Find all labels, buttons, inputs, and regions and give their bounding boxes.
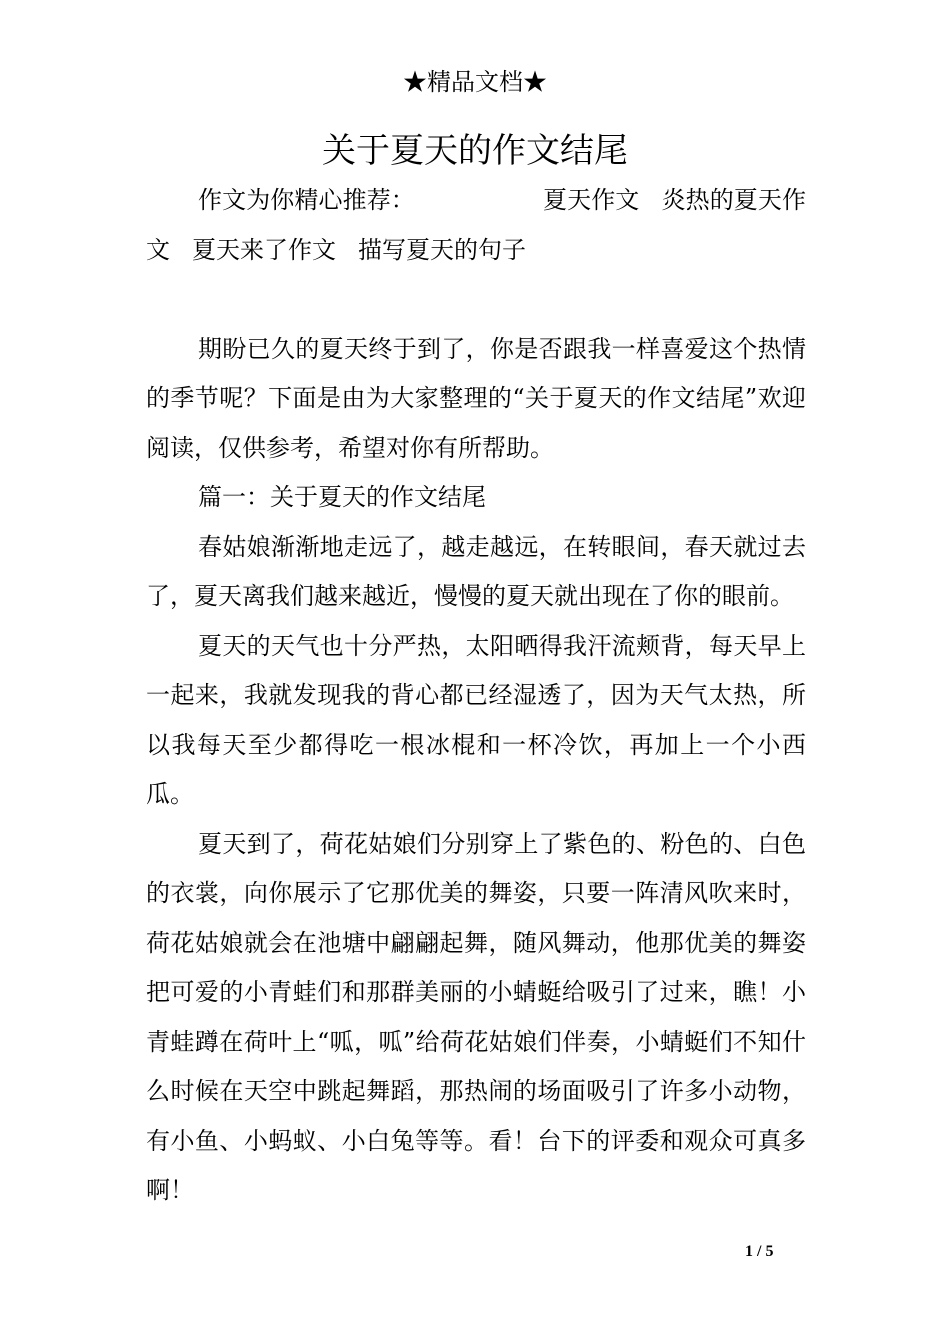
recommend-link-2[interactable]: 炎热的夏天作文 <box>146 186 807 264</box>
paragraph: 夏天的天气也十分严热，太阳晒得我汗流颊背，每天早上一起来，我就发现我的背心都已经湿透了，因为天气太热，所以我每天至少都得吃一根冰棍和一杯冷饮，再加上一个小西瓜。 <box>146 631 806 808</box>
recommend-link-4[interactable]: 描写夏天的句子 <box>358 235 526 264</box>
recommend-link-3[interactable]: 夏天来了作文 <box>192 235 336 264</box>
spacer <box>146 275 806 325</box>
recommend-link-1[interactable]: 夏天作文 <box>542 186 640 214</box>
paragraph: 夏天到了，荷花姑娘们分别穿上了紫色的、粉色的、白色的衣裳，向你展示了它那优美的舞姿，只要一阵清风吹来时，荷花姑娘就会在池塘中翩翩起舞，随风舞动，他那优美的舞姿把可爱的小青蛙们和那群美丽的小蜻蜓给吸引了过来，瞧！小青蛙蹲在荷叶上“呱，呱”给荷花姑娘们伴奏，小蜻蜓们不知什么时候在天空中跳起舞蹈，那热闹的场面吸引了许多小动物，有小鱼、小蚂蚁、小白兔等等。看！台下的评委和观众可真多啊！ <box>146 829 806 1204</box>
paragraph-intro: 期盼已久的夏天终于到了，你是否跟我一样喜爱这个热情的季节呢？下面是由为大家整理的“关于夏天的作文结尾”欢迎阅读，仅供参考，希望对你有所帮助。 <box>146 334 806 462</box>
paragraph: 春姑娘渐渐地走远了，越走越远，在转眼间，春天就过去了，夏天离我们越来越近，慢慢的夏天就出现在了你的眼前。 <box>146 532 806 610</box>
section-heading: 篇一：关于夏天的作文结尾 <box>198 483 486 511</box>
header-label: ★精品文档★ <box>403 68 547 96</box>
page-number: 1 / 5 <box>745 1243 774 1260</box>
recommend-line <box>146 176 806 275</box>
document-body <box>146 176 806 1216</box>
page-title: 关于夏天的作文结尾 <box>322 131 628 171</box>
recommend-intro: 作文为你精心推荐： <box>198 186 415 214</box>
